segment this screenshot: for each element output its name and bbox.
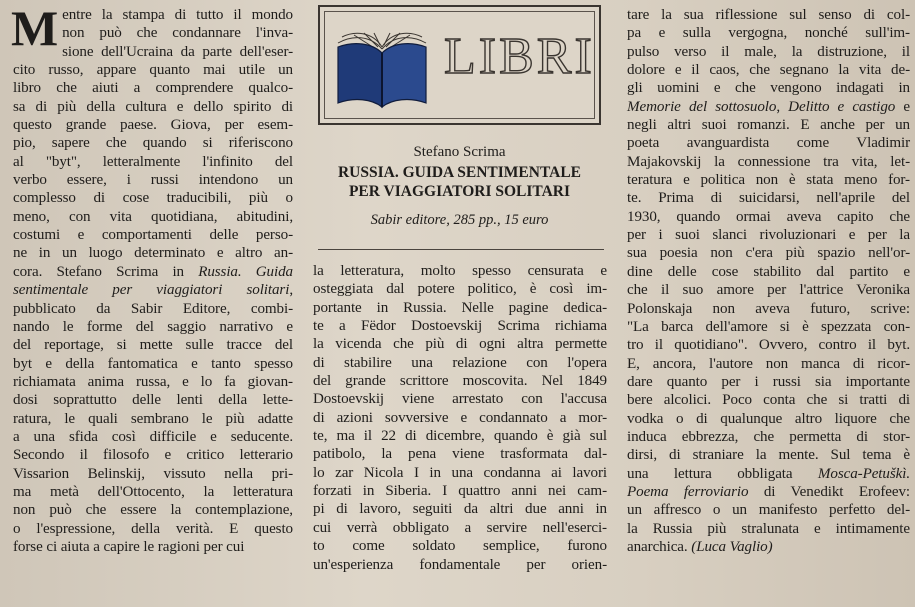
text-line: Poema ferroviario di Venedikt Erofeev:: [627, 483, 910, 500]
book-title-line-2: PER VIAGGIATORI SOLITARI: [348, 183, 571, 200]
text-line: di stabilire una relazione con l'opera: [313, 354, 607, 371]
text-line: ma metà dell'Ottocento, la letteratura: [13, 483, 293, 500]
work-title-italic: Poema ferroviario: [627, 483, 749, 500]
work-title-italic: Mosca-Petuškì.: [817, 465, 910, 482]
column-1-text: [11, 0, 293, 556]
text-line: dirsi, di straniare la mente. Sul tema è: [627, 447, 910, 464]
section-label: LIBRI: [444, 28, 595, 85]
text-line: pubblicato da Sabir Editore, combi-: [13, 300, 293, 317]
text-line: 1930, quando ormai aveva capito che: [627, 208, 910, 225]
text-line: non può che condannare l'inva-: [62, 25, 293, 42]
text-line: gli uomini e che vengono indagati in: [627, 80, 910, 97]
text-line: pulso verso il male, la distruzione, il: [627, 43, 910, 60]
text-line: pio, sapere che quando si riferiscono: [13, 135, 293, 152]
book-title: [318, 163, 601, 201]
text-line: pa e sulla vergogna, nonché sull'im-: [627, 25, 910, 42]
text-line: byt e della fantomatica e tanto spesso: [13, 355, 293, 372]
text-line: te a Fëdor Dostoevskij Scrima richiama: [313, 318, 607, 335]
text-line: sione dell'Ucraina da parte dell'eser-: [62, 43, 293, 60]
text-line: un'esperienza fondamentale per orien-: [313, 556, 607, 573]
text-line: per i suoi slanci rivoluzionari e per la: [627, 227, 910, 244]
text-line: Dostoevskij viene arrestato con l'accusa: [313, 391, 607, 408]
text-line: te, ma il 22 di dicembre, quando è già sul: [313, 428, 607, 445]
text-line: cui verrà obbligato a servire nell'eserci-: [313, 519, 607, 536]
text-line: Majakovskij la connessione tra vita, let-: [627, 153, 910, 170]
text-line: sa di più della cultura e dello spirito di: [13, 98, 293, 115]
text-line: dosi soprattutto delle lenti della lette-: [13, 392, 293, 409]
open-book-icon: [332, 29, 432, 109]
text-line: di azioni sovversive e condannato a mor-: [313, 409, 607, 426]
text-line: "La barca dell'amore si è spezzata con-: [627, 318, 910, 335]
text-line: osteggiata dal potere politico, è così im-: [313, 281, 607, 298]
text-line: forse ci aiuta a capire le ragioni per cui: [13, 538, 245, 555]
text-line: tro il quotidiano". Ovvero, contro il byt.: [627, 337, 910, 354]
text-line: a una sfida così difficile e seducente.: [13, 428, 293, 445]
text-line: Memorie del sottosuolo, Delitto e castigo e: [627, 98, 910, 115]
section-banner: [318, 5, 601, 125]
text-line: pi di lavoro, seguiti da altri due anni in: [313, 501, 607, 518]
text-line: sentimentale per viaggiatori solitari,: [13, 282, 293, 299]
publication-info: Sabir editore, 285 pp., 15 euro: [370, 212, 549, 228]
text-line: induca ebbrezza, che permetta di stor-: [627, 428, 910, 445]
text-line: patibolo, la pena viene trasformata dal-: [313, 446, 607, 463]
text-line: tare la sua riflessione sul senso di col-: [627, 7, 910, 23]
book-info: [318, 143, 601, 229]
text-line: dolore e il caos, che segnano la vita de-: [627, 62, 910, 79]
text-line: Vissarion Belinskij, vissuto nella pri-: [13, 465, 293, 482]
text-line: dine delle cose stabilito dal partito e: [627, 263, 910, 280]
text-line: che il suo amore per l'attrice Veronika: [627, 282, 910, 299]
text-line: la letteratura, molto spesso censurata e: [313, 263, 607, 279]
text-line: complesso di cose traducibili, più o: [13, 190, 293, 207]
text-line: verbo essere, i russi intendono un: [13, 172, 293, 189]
text-line: to come soldato semplice, furono: [313, 538, 607, 555]
text-line: del reportage, si mette sulle tracce del: [13, 337, 293, 354]
text-line: ne in un luogo determinato e altro an-: [13, 245, 293, 262]
text-line: poeta avanguardista come Vladimir: [627, 135, 910, 152]
book-title-italic: sentimentale per viaggiatori solitari: [13, 282, 290, 299]
article-column-3: [627, 6, 910, 556]
text-line: portante in Russia. Nelle pagine dedica-: [313, 299, 607, 316]
text-line: bere alcolici. Poco conta che si tratti di: [627, 392, 910, 409]
text-line: o l'espressione, della verità. E questo: [13, 520, 293, 537]
article-column-1: [11, 0, 293, 556]
column-2-text: [313, 262, 607, 574]
text-line: la Russia più stralunata e intimamente: [627, 520, 910, 537]
column-3-text: [627, 6, 910, 556]
text-line: entre la stampa di tutto il mondo: [62, 7, 293, 23]
text-line: vodka o di qualunque altro liquore che: [627, 410, 910, 427]
drop-cap: M: [11, 0, 59, 56]
text-line: teratura e politica non è stata meno for-: [627, 172, 910, 189]
text-line: questo grande paese. Giova, per esem-: [13, 117, 293, 134]
text-line: non può che essere la contemplazione,: [13, 502, 293, 519]
text-line: dare quanto per i russi sia importante: [627, 373, 910, 390]
book-author: Stefano Scrima: [413, 144, 506, 160]
text-line: richiamata anima russa, e lo fa giovan-: [13, 373, 293, 390]
text-line: del grande scrittore moscovita. Nel 1849: [313, 373, 607, 390]
text-line: lo zar Nicola I in una condanna ai lavori: [313, 464, 607, 481]
text-line: cito russo, appare quanto mai utile un: [13, 62, 293, 79]
text-line: un affresco o un manifesto perfetto del-: [627, 502, 910, 519]
book-title-line-1: RUSSIA. GUIDA SENTIMENTALE: [337, 164, 582, 181]
text-line: Secondo il filosofo e critico letterario: [13, 447, 293, 464]
text-line: libro che aiuti a comprendere qualco-: [13, 80, 293, 97]
work-title-italic: Delitto e castigo: [788, 98, 896, 115]
text-line: cora. Stefano Scrima in Russia. Guida: [13, 263, 293, 280]
article-column-2: [313, 262, 607, 574]
text-line: negli altri suoi romanzi. E anche per un: [627, 117, 910, 134]
text-line: anarchica. (Luca Vaglio): [627, 538, 773, 555]
text-line: E, ancora, l'autore non manca di ricor-: [627, 355, 910, 372]
text-line: al "byt", letteralmente l'infinito del: [13, 153, 293, 170]
article-signature: (Luca Vaglio): [691, 538, 773, 555]
text-line: te. Prima di suicidarsi, nell'aprile del: [627, 190, 910, 207]
work-title-italic: Memorie del sottosuolo: [627, 98, 777, 115]
text-line: nando le forme del saggio narrativo e: [13, 318, 293, 335]
text-line: meno, con vita quotidiana, abitudini,: [13, 208, 293, 225]
text-line: forzati in Siberia. I quattro anni nei cam-: [313, 483, 607, 500]
text-line: Polonskaja non aveva futuro, scrive:: [627, 300, 910, 317]
text-line: ratura, le quali sembrano le più adatte: [13, 410, 293, 427]
text-line: costumi e comportamenti delle perso-: [13, 227, 293, 244]
divider-rule: [318, 249, 604, 250]
text-line: una lettura obbligata Mosca-Petuškì.: [627, 465, 910, 482]
text-line: la vicenda che più di ogni altra permette: [313, 336, 607, 353]
text-line: sua poesia non c'era più spazio nell'or-: [627, 245, 910, 262]
book-title-italic: Russia. Guida: [198, 263, 293, 280]
